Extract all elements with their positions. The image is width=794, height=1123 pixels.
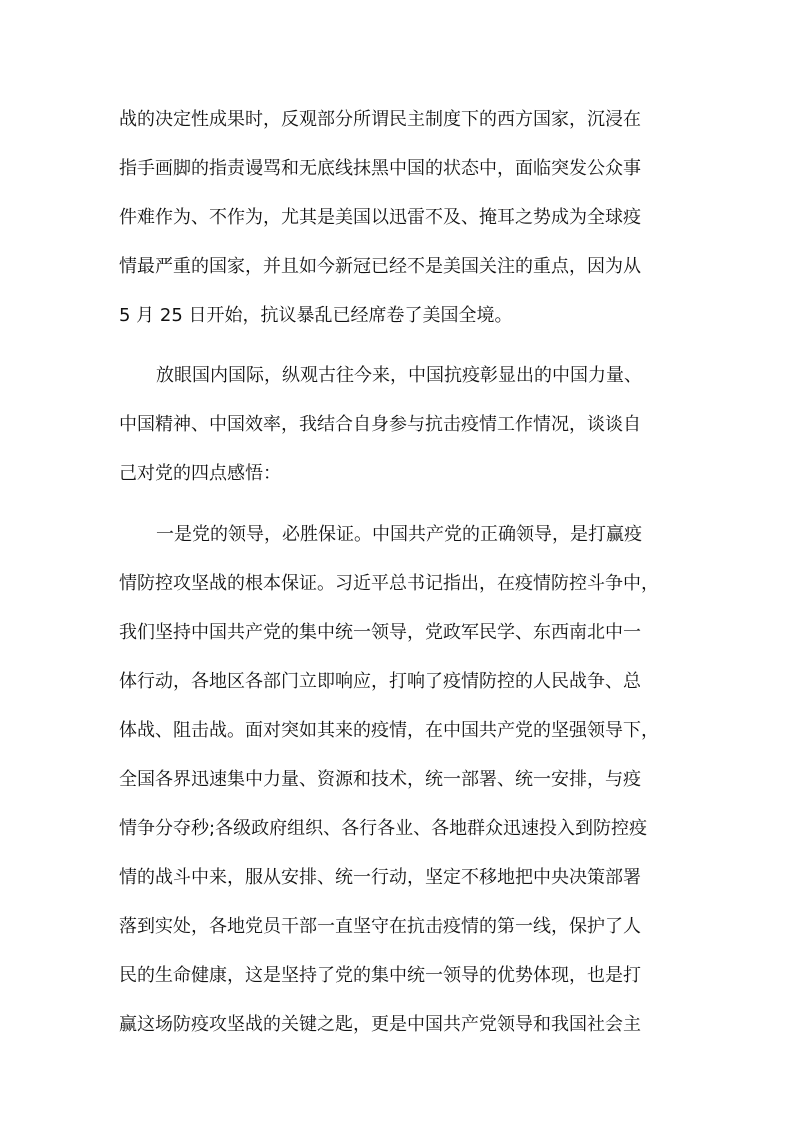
text-line: 我们坚持中国共产党的集中统一领导，党政军民学、东西南北中一 [119, 622, 641, 643]
text-line: 中国精神、中国效率，我结合自身参与抗击疫情工作情况，谈谈自 [119, 414, 641, 435]
text-line: 5 月 25 日开始，抗议暴乱已经席卷了美国全境。 [119, 305, 513, 326]
text-line: 赢这场防疫攻坚战的关键之匙，更是中国共产党领导和我国社会主 [119, 1014, 641, 1035]
text-line: 己对党的四点感悟： [119, 463, 281, 484]
text-line: 件难作为、不作为，尤其是美国以迅雷不及、掩耳之势成为全球疫 [119, 207, 641, 228]
text-line: 战的决定性成果时，反观部分所谓民主制度下的西方国家，沉浸在 [119, 109, 641, 130]
text-line: 情防控攻坚战的根本保证。习近平总书记指出，在疫情防控斗争中， [119, 573, 659, 594]
text-line: 落到实处，各地党员干部一直坚守在抗击疫情的第一线，保护了人 [119, 916, 641, 937]
text-line: 情最严重的国家，并且如今新冠已经不是美国关注的重点，因为从 [119, 256, 641, 277]
text-line: 全国各界迅速集中力量、资源和技术，统一部署、统一安排，与疫 [119, 769, 641, 790]
text-line: 体行动，各地区各部门立即响应，打响了疫情防控的人民战争、总 [119, 671, 641, 692]
text-line: 情争分夺秒;各级政府组织、各行各业、各地群众迅速投入到防控疫 [119, 818, 648, 839]
paragraph-first-line: 一是党的领导，必胜保证。中国共产党的正确领导，是打赢疫 [156, 524, 642, 545]
paragraph-first-line: 放眼国内国际，纵观古往今来，中国抗疫彰显出的中国力量、 [156, 365, 642, 386]
text-line: 民的生命健康，这是坚持了党的集中统一领导的优势体现，也是打 [119, 965, 641, 986]
text-line: 指手画脚的指责谩骂和无底线抹黑中国的状态中，面临突发公众事 [119, 158, 641, 179]
text-line: 情的战斗中来，服从安排、统一行动，坚定不移地把中央决策部署 [119, 867, 641, 888]
text-line: 体战、阻击战。面对突如其来的疫情，在中国共产党的坚强领导下， [119, 720, 659, 741]
